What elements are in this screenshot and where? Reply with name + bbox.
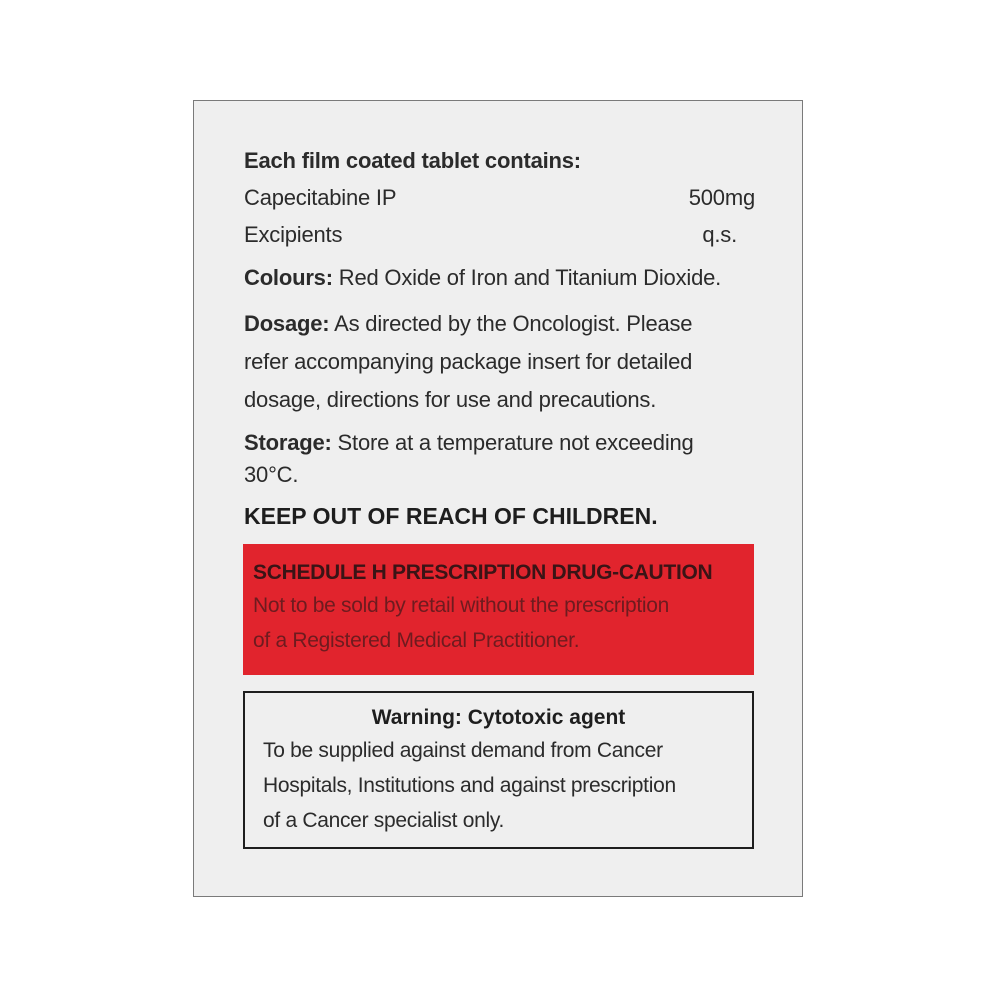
keep-out-of-reach-notice: KEEP OUT OF REACH OF CHILDREN. [244,503,658,529]
colours-text: Red Oxide of Iron and Titanium Dioxide. [332,265,722,290]
warning-text-3: of a Cancer specialist only. [263,809,504,832]
storage-line-2: 30°C. [244,462,299,487]
ingredient-value: 500mg [688,185,755,210]
storage-label: Storage: [244,430,332,455]
composition-row-capecitabine [244,183,755,213]
dosage-text-1: As directed by the Oncologist. Please [329,311,693,336]
warning-title: Warning: Cytotoxic agent [371,706,626,729]
schedule-h-caution-box [243,544,754,675]
colours-line [244,263,755,293]
ingredient-name: Excipients [244,222,343,247]
cytotoxic-warning-box [243,691,754,849]
storage-text-1: Store at a temperature not exceeding [331,430,694,455]
dosage-line-1 [244,309,755,339]
dosage-label: Dosage: [244,311,330,336]
dosage-line-3: dosage, directions for use and precautions. [244,387,657,412]
colours-label: Colours: [244,265,333,290]
warning-text-1: To be supplied against demand from Cancer [263,739,663,762]
drug-label-panel [193,100,803,897]
schedule-text-1: Not to be sold by retail without the prescription [253,594,670,617]
schedule-text-2: of a Registered Medical Practitioner. [253,629,580,652]
dosage-line-2: refer accompanying package insert for detailed [244,349,693,374]
ingredient-value: q.s. [702,222,737,247]
ingredient-name: Capecitabine IP [244,185,397,210]
composition-heading: Each film coated tablet contains: [244,148,581,173]
storage-line-1 [244,428,755,458]
composition-row-excipients [244,220,755,250]
warning-text-2: Hospitals, Institutions and against prescription [263,774,676,797]
schedule-title: SCHEDULE H PRESCRIPTION DRUG-CAUTION [253,561,713,584]
